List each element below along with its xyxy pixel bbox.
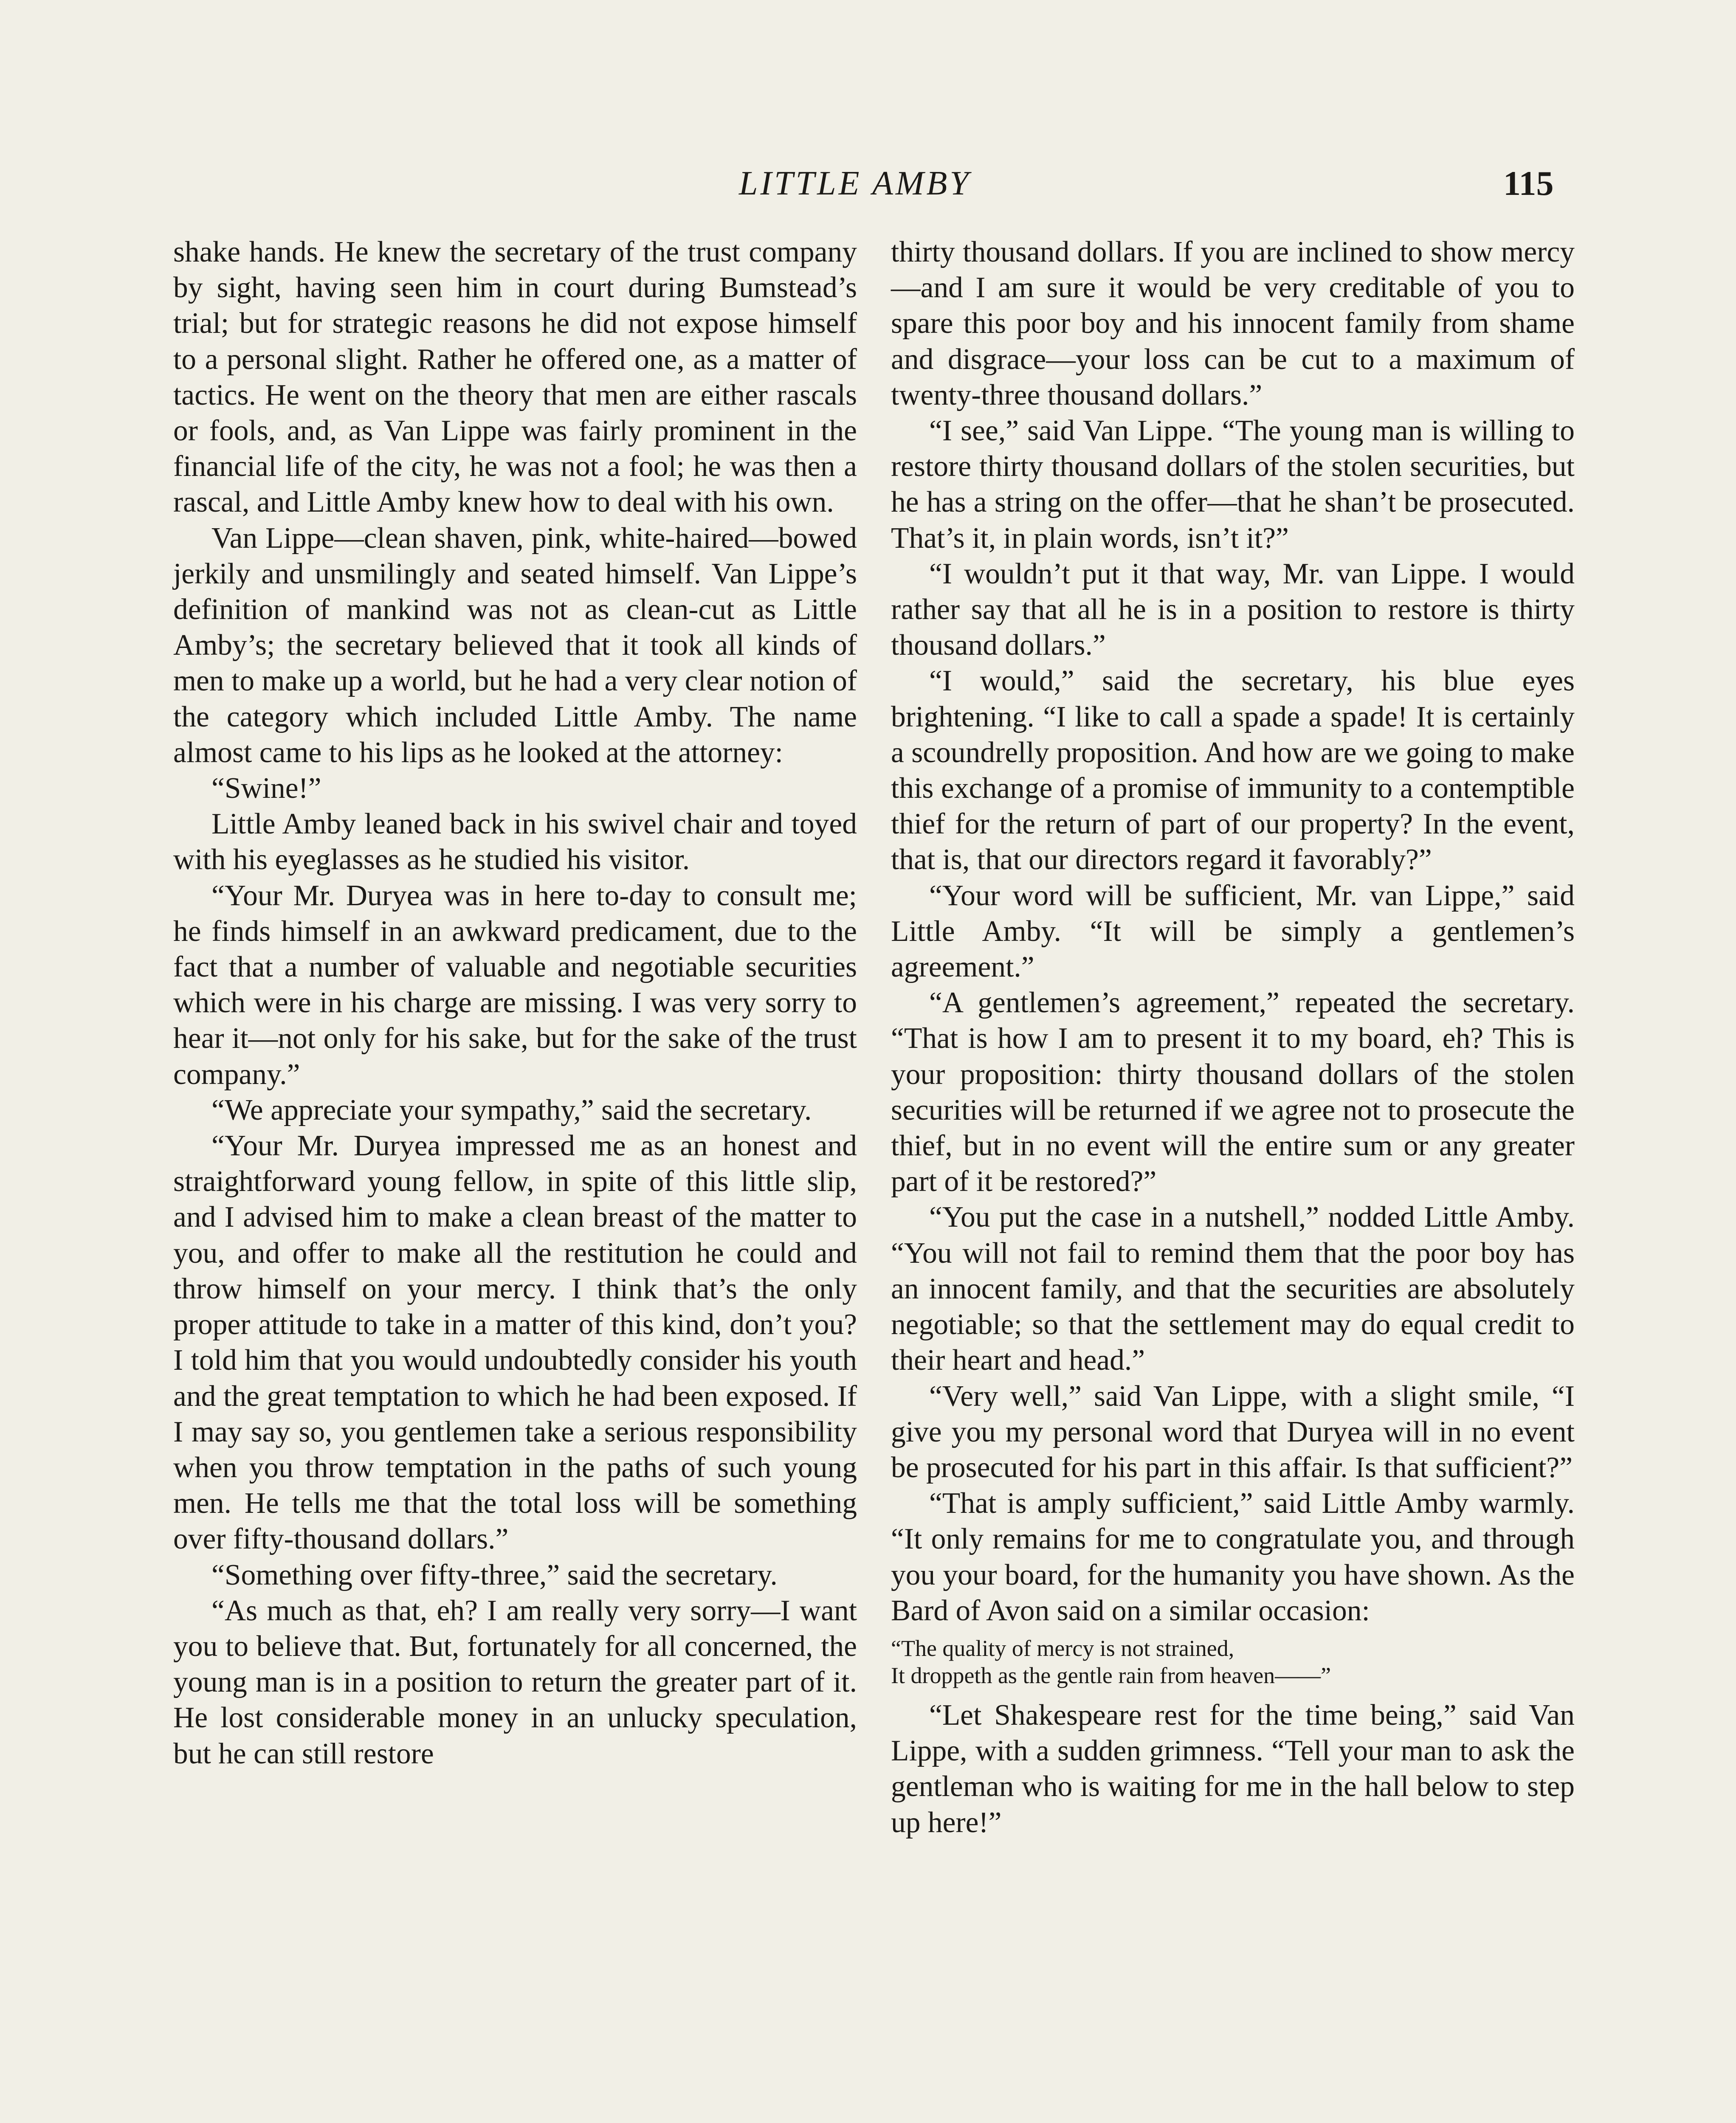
right-column [891,234,1575,1841]
paragraph: Little Amby leaned back in his swivel chair and toyed with his eyeglasses as he studied his visitor. [173,808,857,876]
paragraph: “As much as that, eh? I am really very sorry—I want you to believe that. But, fortunately for all concerned, the young man is in a position to return the greater part of it. He lost considerable money in an unlucky speculation, but he can still restore [173,1594,857,1770]
paragraph: “A gentlemen’s agreement,” repeated the secretary. “That is how I am to present it to my board, eh? This is your proposition: thirty thousand dollars of the stolen securities will be returned if we agree not to prosecute the thief, but in no event will the entire sum or any greater part of it be restored?” [891,986,1575,1198]
paragraph: thirty thousand dollars. If you are inclined to show mercy—and I am sure it would be very creditable of you to spare this poor boy and his innocent family from shame and disgrace—your loss can be cut to a maximum of twenty-three thousand dollars.” [891,236,1575,411]
paragraph: “We appreciate your sympathy,” said the secretary. [211,1093,812,1126]
paragraph: Van Lippe—clean shaven, pink, white-haired—bowed jerkily and unsmilingly and seated himself. Van Lippe’s definition of mankind was not as clean-cut as Little Amby’s; the secretary believed that it took all kinds of men to make up a world, but he had a very clear notion of the category which included Little Amby. The name almost came to his lips as he looked at the attorney: [173,521,857,769]
left-column [173,234,857,1772]
shakespeare-quotation [891,1635,1575,1689]
paragraph: “I see,” said Van Lippe. “The young man is willing to restore thirty thousand dollars of the stolen securities, but he has a string on the offer—that he shan’t be prosecuted. That’s it, in plain words, isn’t it?” [891,414,1575,555]
page-number: 115 [1503,164,1554,203]
paragraph: “Swine!” [211,772,321,805]
paragraph: “Very well,” said Van Lippe, with a slight smile, “I give you my personal word that Duryea will in no event be prosecuted for his part in this affair. Is that sufficient?” [891,1380,1575,1484]
paragraph: “Let Shakespeare rest for the time being,” said Van Lippe, with a sudden grimness. “Tell your man to ask the gentleman who is waiting for me in the hall below to step up here!” [891,1698,1575,1839]
quotation-line: It droppeth as the gentle rain from heaven——” [891,1662,1331,1688]
paragraph: “Your Mr. Duryea impressed me as an honest and straightforward young fellow, in spite of this little slip, and I advised him to make a clean breast of the matter to you, and offer to make all the restitution he could and throw himself on your mercy. I think that’s the only proper attitude to take in a matter of this kind, don’t you? I told him that you would undoubtedly consider his youth and the great temptation to which he had been exposed. If I may say so, you gentlemen take a serious responsibility when you throw temptation in the paths of such young men. He tells me that the total loss will be something over fifty-thousand dollars.” [173,1129,857,1556]
paragraph: “I would,” said the secretary, his blue eyes brightening. “I like to call a spade a spade! It is certainly a scoundrelly proposition. And how are we going to make this exchange of a promise of immunity to a contemptible thief for the return of part of our property? In the event, that is, that our directors regard it favorably?” [891,664,1575,876]
paragraph: “I wouldn’t put it that way, Mr. van Lippe. I would rather say that all he is in a position to restore is thirty thousand dollars.” [891,557,1575,662]
running-title: LITTLE AMBY [739,165,971,202]
paragraph: “You put the case in a nutshell,” nodded Little Amby. “You will not fail to remind them that the poor boy has an innocent family, and that the securities are absolutely negotiable; so that the settlement may do equal credit to their heart and head.” [891,1201,1575,1377]
quotation-line: “The quality of mercy is not strained, [891,1635,1234,1661]
paragraph: “Your Mr. Duryea was in here to-day to consult me; he finds himself in an awkward predicament, due to the fact that a number of valuable and negotiable securities which were in his charge are missing. I was very sorry to hear it—not only for his sake, but for the sake of the trust company.” [173,879,857,1091]
running-head [0,158,1736,209]
paragraph: “Something over fifty-three,” said the secretary. [211,1558,778,1591]
paragraph: “That is amply sufficient,” said Little Amby warmly. “It only remains for me to congratulate you, and through you your board, for the humanity you have shown. As the Bard of Avon said on a similar occasion: [891,1487,1575,1627]
paragraph: shake hands. He knew the secretary of the trust company by sight, having seen him in court during Bumstead’s trial; but for strategic reasons he did not expose himself to a personal slight. Rather he offered one, as a matter of tactics. He went on the theory that men are either rascals or fools, and, as Van Lippe was fairly prominent in the financial life of the city, he was not a fool; he was then a rascal, and Little Amby knew how to deal with his own. [173,236,857,519]
paragraph: “Your word will be sufficient, Mr. van Lippe,” said Little Amby. “It will be simply a gentlemen’s agreement.” [891,879,1575,984]
